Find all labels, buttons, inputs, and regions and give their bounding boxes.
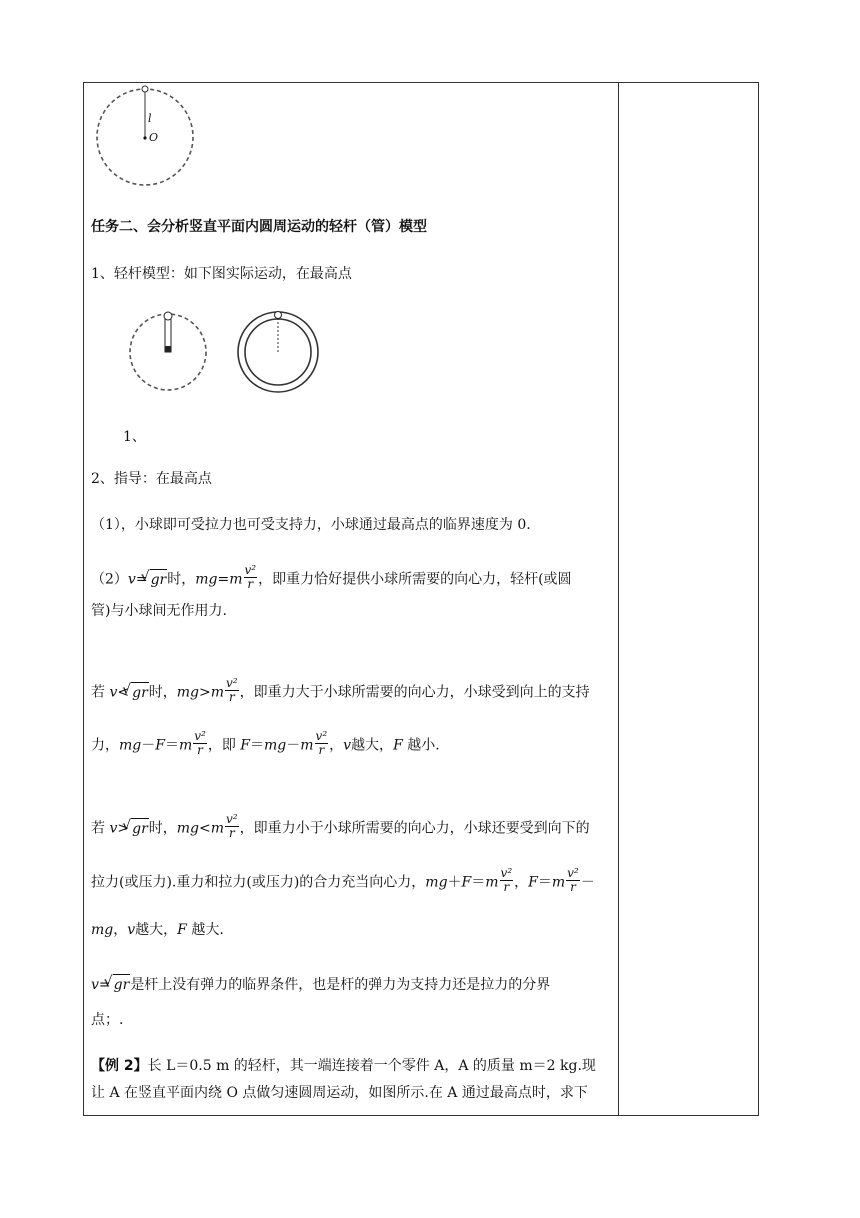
- paragraph-4-line-3: mg，v越大，F 越大.: [91, 922, 224, 938]
- section-heading: 任务二、会分析竖直平面内圆周运动的轻杆（管）模型: [91, 219, 427, 235]
- paragraph-4-line-1: 若 v>√ gr时，mg<m $\frac{\text{v²}}{r}$ ，即重力小于小球所需要的向心力，小球还要受到向下的: [91, 815, 590, 842]
- fraction-v2-r: $\frac{\text{v²}}{r}$: [315, 729, 328, 757]
- rod-model-figure: [126, 310, 210, 394]
- example-tag: 【例 2】: [91, 1058, 148, 1074]
- item-1: 1、轻杆模型：如下图实际运动，在最高点: [91, 266, 352, 282]
- fraction-v2-r: $\frac{\text{v²}}{r}$: [226, 676, 238, 704]
- fraction-v2-r: $\frac{\text{v²}}{r}$: [500, 866, 513, 894]
- paragraph-1: （1），小球即可受拉力也可受支持力，小球通过最高点的临界速度为 0.: [91, 517, 531, 533]
- column-divider: [618, 82, 619, 1116]
- paragraph-4-line-2: 拉力(或压力).重力和拉力(或压力)的合力充当向心力，mg＋F＝m $\frac{\text{v²}}{r}$ ，F＝m $\frac{\text{v²}}{r}$ －: [91, 866, 595, 894]
- tube-model-figure: [234, 308, 322, 396]
- example-line-1: 【例 2】长 L＝0.5 m 的轻杆，其一端连接着一个零件 A，A 的质量 m＝2 kg.现: [91, 1058, 596, 1074]
- table-frame: [83, 82, 759, 1116]
- figure-caption: 1、: [123, 429, 146, 445]
- paragraph-2-line-2: 管)与小球间无作用力.: [91, 603, 227, 619]
- item-2: 2、指导：在最高点: [91, 471, 212, 487]
- fraction-v2-r: $\frac{\text{v²}}{r}$: [244, 563, 257, 591]
- fraction-v2-r: $\frac{\text{v²}}{r}$: [194, 729, 206, 757]
- paragraph-2-line-1: （2）v=√ gr时，mg=m $\frac{\text{v²}}{r}$ ，即重力恰好提供小球所需要的向心力，轻杆(或圆: [91, 566, 572, 593]
- example-line-2: 让 A 在竖直平面内绕 O 点做匀速圆周运动，如图所示.在 A 通过最高点时，求下: [91, 1085, 588, 1101]
- sqrt-gr: √ gr: [150, 569, 168, 590]
- fraction-v2-r: $\frac{\text{v²}}{r}$: [226, 812, 238, 840]
- circle-figure-1: [92, 84, 198, 190]
- figure-label-o: O: [149, 131, 159, 144]
- fraction-v2-r: $\frac{\text{v²}}{r}$: [567, 866, 579, 894]
- paragraph-5-line-2: 点；.: [91, 1012, 124, 1028]
- paragraph-3-line-1: 若 v<√ gr时，mg>m $\frac{\text{v²}}{r}$ ，即重力大于小球所需要的向心力，小球受到向上的支持: [91, 679, 590, 706]
- figure-label-l: l: [148, 112, 152, 125]
- paragraph-5-line-1: v=√ gr是杆上没有弹力的临界条件，也是杆的弹力为支持力还是拉力的分界: [91, 974, 550, 995]
- paragraph-3-line-2: 力，mg－F＝m $\frac{\text{v²}}{r}$ ，即 F＝mg－m $\frac{\text{v²}}{r}$ ，v越大，F 越小.: [91, 729, 440, 757]
